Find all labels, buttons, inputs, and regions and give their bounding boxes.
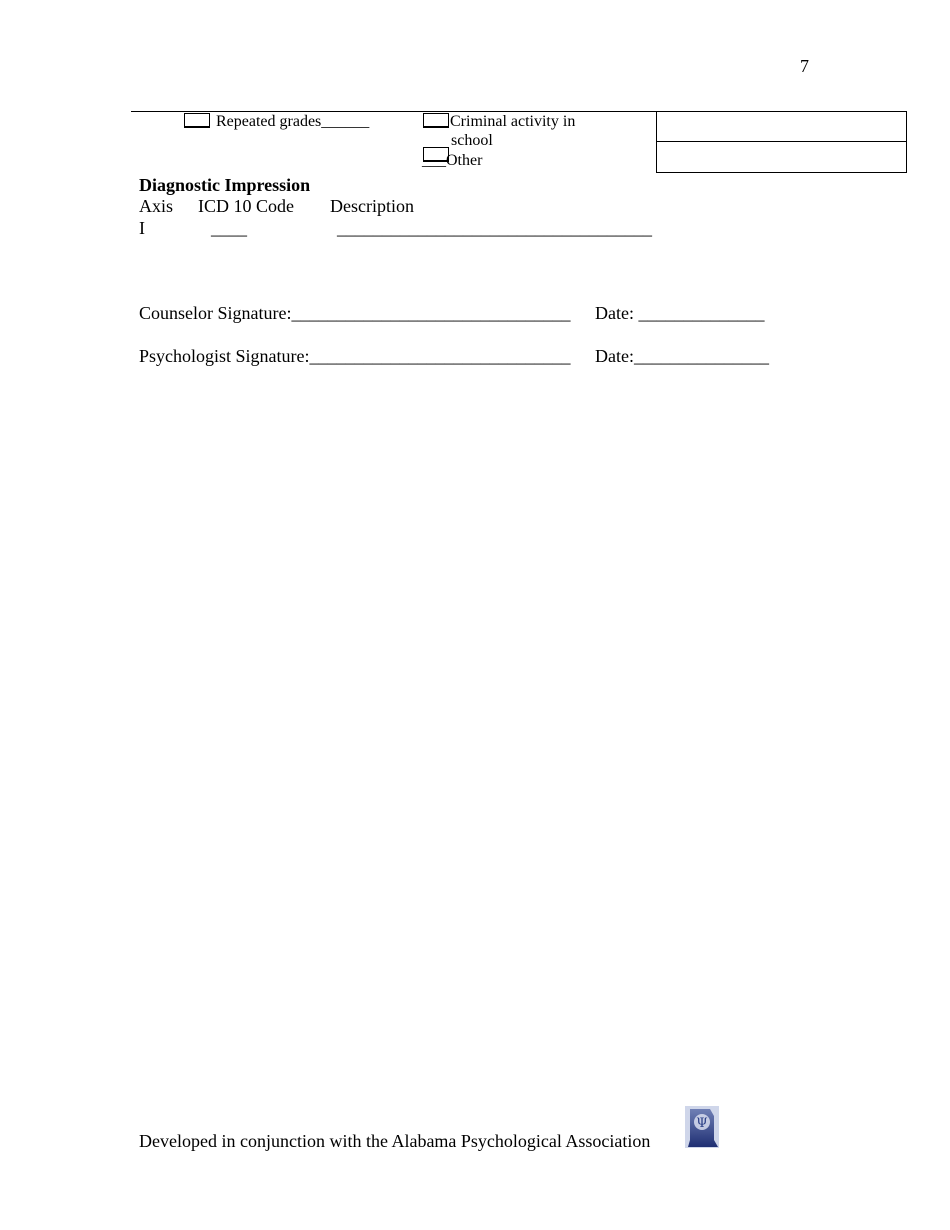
repeated-grades-blank[interactable]: ______ — [321, 113, 370, 130]
right-table-border — [656, 111, 657, 173]
psychologist-signature-line — [139, 346, 571, 367]
icd-code-blank[interactable]: ____ — [211, 218, 247, 238]
other-prefix-blank[interactable]: ___ — [422, 152, 446, 169]
diagnostic-impression-heading: Diagnostic Impression — [139, 175, 311, 195]
axis-value: I — [139, 218, 145, 238]
criminal-activity-line1: Criminal activity in — [450, 113, 576, 130]
psychologist-date-line — [595, 346, 769, 367]
page-number: 7 — [800, 56, 809, 76]
psychologist-date-label: Date: — [595, 346, 634, 366]
counselor-signature-label: Counselor Signature: — [139, 303, 292, 323]
other-label: Other — [446, 152, 483, 169]
repeated-grades-label: Repeated grades — [216, 113, 322, 130]
criminal-activity-checkbox[interactable] — [423, 113, 449, 128]
other-item — [422, 152, 482, 170]
axis-column-header: Axis — [139, 196, 174, 216]
psi-logo-icon — [685, 1106, 719, 1148]
counselor-date-blank[interactable]: ______________ — [638, 303, 765, 323]
right-table-row — [657, 142, 906, 173]
counselor-signature-line — [139, 303, 570, 324]
counselor-date-line — [595, 303, 764, 324]
psychologist-date-blank[interactable]: _______________ — [633, 346, 769, 366]
footer-text: Developed in conjunction with the Alabama Psychological Association — [139, 1131, 651, 1151]
psychologist-signature-blank[interactable]: _____________________________ — [309, 346, 571, 366]
repeated-grades-checkbox[interactable] — [184, 113, 210, 128]
psychologist-signature-label: Psychologist Signature: — [139, 346, 310, 366]
description-column-header: Description — [330, 196, 414, 216]
psi-glyph: Ψ — [696, 1116, 708, 1131]
repeated-grades-item — [216, 113, 369, 131]
counselor-signature-blank[interactable]: _______________________________ — [291, 303, 571, 323]
criminal-activity-line2: school — [451, 132, 493, 149]
right-table — [656, 111, 907, 173]
right-table-row — [657, 111, 906, 142]
description-blank[interactable]: ___________________________________ — [337, 218, 652, 238]
counselor-date-label: Date: — [595, 303, 634, 323]
icd-code-column-header: ICD 10 Code — [198, 196, 294, 216]
